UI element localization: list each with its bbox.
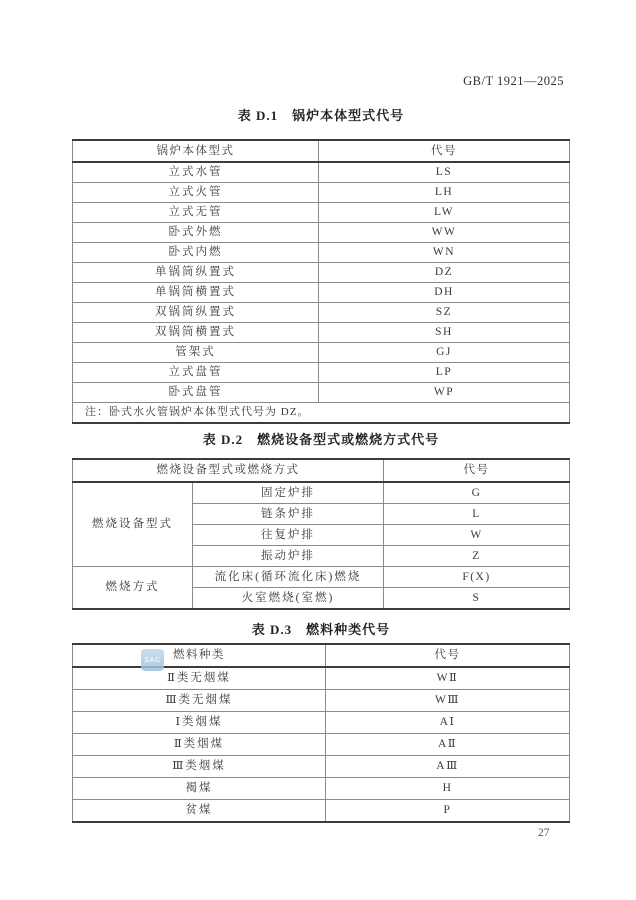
- table-row: [73, 323, 570, 343]
- code-cell: S: [384, 588, 570, 610]
- doc-number: GB/T 1921—2025: [463, 74, 564, 88]
- type-label-cell: Ⅱ类无烟煤: [73, 667, 326, 690]
- code-cell: H: [326, 778, 570, 800]
- table-row: [73, 303, 570, 323]
- code-cell: WN: [319, 243, 570, 263]
- table-d1: [72, 139, 570, 424]
- code-cell: LP: [319, 363, 570, 383]
- code-cell: WⅡ: [326, 667, 570, 690]
- code-cell: LW: [319, 203, 570, 223]
- col-header-type: 锅炉本体型式: [73, 140, 319, 162]
- code-cell: AⅠ: [326, 712, 570, 734]
- type-label-cell: 卧式盘管: [73, 383, 319, 403]
- table-row: [73, 712, 570, 734]
- table-row: [73, 263, 570, 283]
- type-label-cell: 卧式外燃: [73, 223, 319, 243]
- col-header-code: 代号: [384, 459, 570, 482]
- type-label-cell: Ⅲ类无烟煤: [73, 690, 326, 712]
- code-cell: AⅡ: [326, 734, 570, 756]
- type-label-cell: 立式盘管: [73, 363, 319, 383]
- table-row: [73, 223, 570, 243]
- code-cell: SZ: [319, 303, 570, 323]
- type-label-cell: 火室燃烧(室燃): [193, 588, 384, 610]
- table-row: [73, 567, 570, 588]
- type-label-cell: 往复炉排: [193, 525, 384, 546]
- table-row: [73, 162, 570, 183]
- code-cell: F(X): [384, 567, 570, 588]
- table-row: [73, 383, 570, 403]
- code-cell: SH: [319, 323, 570, 343]
- table-row: [73, 363, 570, 383]
- code-cell: Z: [384, 546, 570, 567]
- code-cell: GJ: [319, 343, 570, 363]
- type-label-cell: 单锅筒纵置式: [73, 263, 319, 283]
- code-cell: WW: [319, 223, 570, 243]
- type-label-cell: 单锅筒横置式: [73, 283, 319, 303]
- type-label-cell: Ⅲ类烟煤: [73, 756, 326, 778]
- code-cell: W: [384, 525, 570, 546]
- col-header-type: 燃料种类: [73, 644, 326, 667]
- sac-watermark-logo: SAC: [141, 649, 164, 671]
- col-header-code: 代号: [326, 644, 570, 667]
- table-d1-note: 注：卧式水火管锅炉本体型式代号为 DZ。: [73, 403, 570, 424]
- type-label-cell: 褐煤: [73, 778, 326, 800]
- table-row: [73, 343, 570, 363]
- col-header-code: 代号: [319, 140, 570, 162]
- table-row: [73, 690, 570, 712]
- type-label-cell: 双锅筒纵置式: [73, 303, 319, 323]
- col-header-type: 燃烧设备型式或燃烧方式: [73, 459, 384, 482]
- table-row: [73, 756, 570, 778]
- code-cell: AⅢ: [326, 756, 570, 778]
- type-label-cell: 链条炉排: [193, 504, 384, 525]
- code-cell: DZ: [319, 263, 570, 283]
- table-d2-title: 表 D.2 燃烧设备型式或燃烧方式代号: [202, 432, 440, 447]
- type-label-cell: 固定炉排: [193, 482, 384, 504]
- table-row: [73, 800, 570, 823]
- code-cell: LS: [319, 162, 570, 183]
- code-cell: WP: [319, 383, 570, 403]
- code-cell: L: [384, 504, 570, 525]
- table-row: [73, 203, 570, 223]
- table-row: [73, 243, 570, 263]
- type-label-cell: 管架式: [73, 343, 319, 363]
- table-d1-note-row: [73, 403, 570, 424]
- group-label-cell: 燃烧方式: [73, 567, 193, 610]
- type-label-cell: 立式无管: [73, 203, 319, 223]
- group-label-cell: 燃烧设备型式: [73, 482, 193, 567]
- type-label-cell: 双锅筒横置式: [73, 323, 319, 343]
- page-number: 27: [538, 827, 550, 839]
- type-label-cell: 流化床(循环流化床)燃烧: [193, 567, 384, 588]
- table-row: [73, 283, 570, 303]
- table-d1-header-row: [73, 140, 570, 162]
- code-cell: DH: [319, 283, 570, 303]
- code-cell: P: [326, 800, 570, 823]
- type-label-cell: 立式火管: [73, 183, 319, 203]
- table-row: [73, 778, 570, 800]
- type-label-cell: 卧式内燃: [73, 243, 319, 263]
- table-d2-header-row: [73, 459, 570, 482]
- type-label-cell: 振动炉排: [193, 546, 384, 567]
- type-label-cell: 贫煤: [73, 800, 326, 823]
- table-d3-title: 表 D.3 燃料种类代号: [251, 622, 391, 637]
- type-label-cell: Ⅱ类烟煤: [73, 734, 326, 756]
- table-row: [73, 482, 570, 504]
- code-cell: LH: [319, 183, 570, 203]
- table-d2: [72, 458, 570, 610]
- table-row: [73, 734, 570, 756]
- code-cell: G: [384, 482, 570, 504]
- type-label-cell: Ⅰ类烟煤: [73, 712, 326, 734]
- code-cell: WⅢ: [326, 690, 570, 712]
- type-label-cell: 立式水管: [73, 162, 319, 183]
- table-row: [73, 183, 570, 203]
- table-d1-title: 表 D.1 锅炉本体型式代号: [237, 108, 405, 123]
